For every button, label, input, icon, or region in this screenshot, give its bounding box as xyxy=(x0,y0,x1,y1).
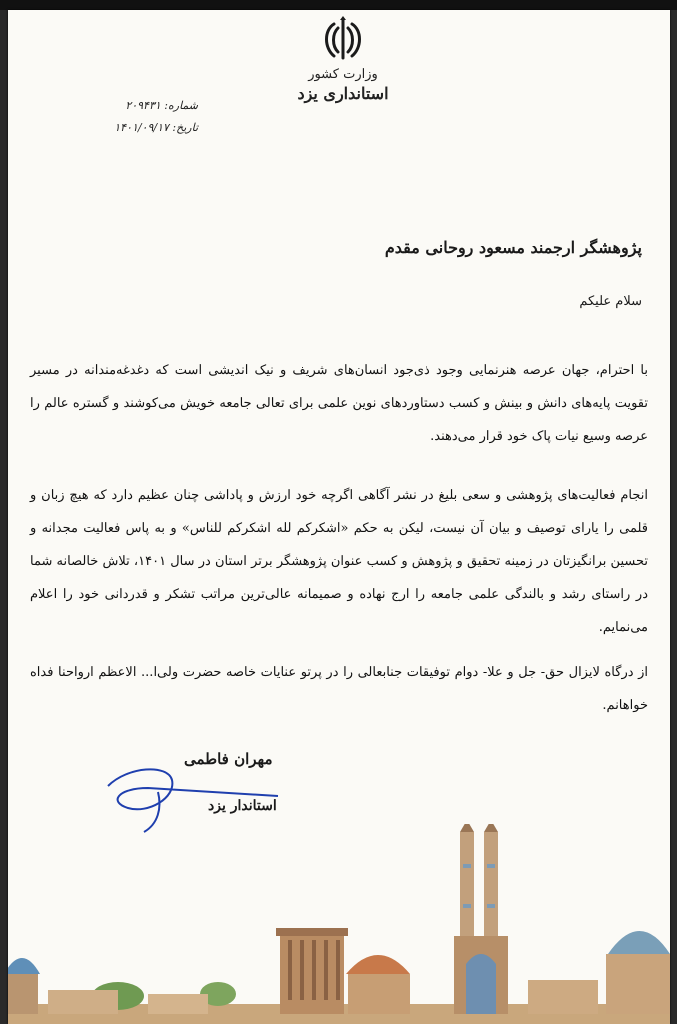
paragraph-text: از درگاه لایزال حق- جل و علا- دوام توفیقات جنابعالی را در پرتو عنایات خاصه حضرت ولی‌ا... الاعظم ارواحنا فداه خواهانم. xyxy=(30,665,648,713)
paragraph-2 xyxy=(30,479,648,644)
iran-emblem-icon xyxy=(316,16,370,62)
paragraph-3 xyxy=(30,656,648,722)
paragraph-text: با احترام، جهان عرصه هنرنمایی وجود ذی‌جود انسان‌های شریف و نیک اندیشی است که دغدغه‌مندانه در مسیر تقویت پایه‌های دانش و بینش و کسب دستاوردهای نوین علمی برای تعالی جامعه خویش می‌کوشند و گستره عالم را عرصه وسیع نیات پاک خود قرار می‌دهند. xyxy=(30,363,648,444)
date-label: تاریخ: xyxy=(172,121,198,134)
letter-date xyxy=(88,117,198,139)
paragraph-1 xyxy=(30,354,648,453)
letterhead xyxy=(278,66,408,104)
letter-page xyxy=(8,10,670,1024)
greeting: سلام علیکم xyxy=(579,294,642,309)
letter-meta xyxy=(88,95,198,139)
number-label: شماره: xyxy=(164,99,198,112)
office-name: استانداری یزد xyxy=(297,84,389,103)
paragraph-text: انجام فعالیت‌های پژوهشی و سعی بلیغ در نشر آگاهی اگرچه خود ارزش و پاداشی چنان عظیم دارد که هیچ زبان و قلمی را یارای توصیف و بیان آن نیست، لیکن به حکم «اشکرکم لله اشکرکم للناس» و به پاس فعالیت مجدانه و تحسین برانگیزتان در زمینه تحقیق و پژوهش و کسب عنوان پژوهشگر برتر استان در سال ۱۴۰۱، تلاش خالصانه شما در راستای رشد و بالندگی علمی جامعه را ارج نهاده و صمیمانه عالی‌ترین مراتب تشکر و قدردانی خود را اعلام می‌نمایم. xyxy=(30,488,648,635)
top-border xyxy=(0,0,677,10)
yazd-skyline-illustration xyxy=(8,824,670,1024)
ministry-name: وزارت کشور xyxy=(308,67,378,82)
recipient-line: پژوهشگر ارجمند مسعود روحانی مقدم xyxy=(384,238,642,257)
letter-number xyxy=(88,95,198,117)
signer-title: استاندار یزد xyxy=(208,798,277,814)
date-value: ۱۴۰۱/۰۹/۱۷ xyxy=(114,121,169,134)
number-value: ۲۰۹۴۳۱ xyxy=(125,99,161,112)
signer-name: مهران فاطمی xyxy=(184,750,273,768)
